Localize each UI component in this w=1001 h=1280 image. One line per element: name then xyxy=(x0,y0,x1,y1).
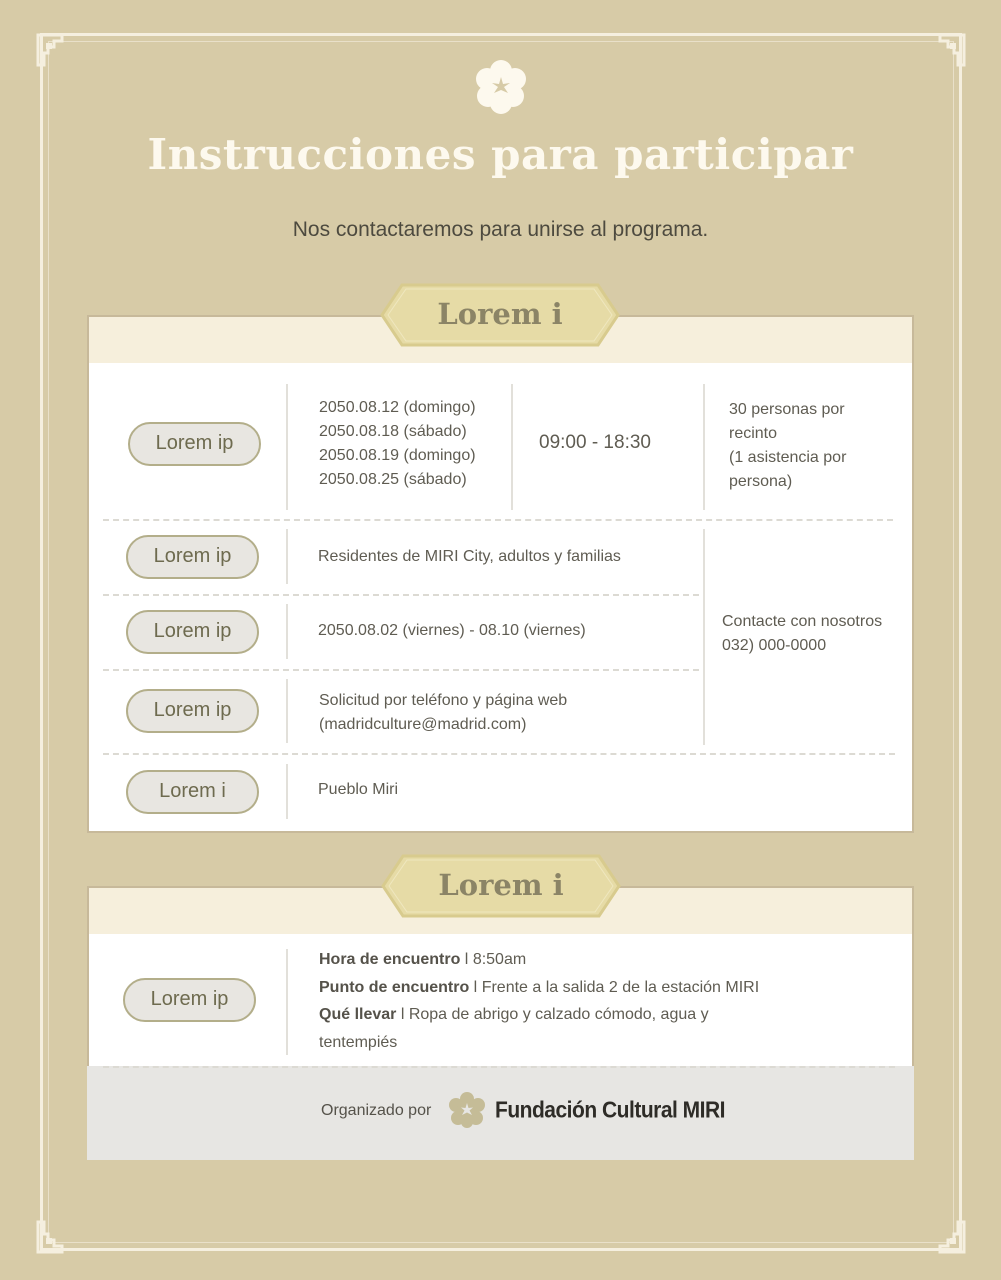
row-label-pill: Lorem ip xyxy=(126,689,259,733)
row-separator xyxy=(103,753,895,755)
divider xyxy=(286,679,288,743)
time-range: 09:00 - 18:30 xyxy=(539,432,651,453)
organizer-logo-icon xyxy=(447,1092,487,1128)
flower-logo-icon xyxy=(473,59,529,115)
row-separator xyxy=(103,519,893,521)
row-text: Residentes de MIRI City, adultos y familias xyxy=(318,548,621,565)
divider xyxy=(703,384,705,510)
row-label-pill: Lorem i xyxy=(126,770,259,814)
row-text: Solicitud por teléfono y página web (madridculture@madrid.com) xyxy=(319,692,568,733)
corner-ornament-icon xyxy=(926,33,966,73)
row-text: 2050.08.02 (viernes) - 08.10 (viernes) xyxy=(318,622,586,639)
corner-ornament-icon xyxy=(926,1214,966,1254)
organizer-label: Organizado por xyxy=(321,1102,432,1119)
page-subtitle: Nos contactaremos para unirse al programa. xyxy=(292,218,709,241)
row-label-pill: Lorem ip xyxy=(123,978,256,1022)
section-badge-label: Lorem i xyxy=(437,297,563,331)
dates-list: 2050.08.12 (domingo) 2050.08.18 (sábado) 2050.08.19 (domingo) 2050.08.25 (sábado) xyxy=(319,399,476,488)
divider xyxy=(286,384,288,510)
section-badge-label: Lorem i xyxy=(438,868,564,902)
divider xyxy=(286,604,288,659)
row-separator xyxy=(103,594,699,596)
row-label-pill: Lorem ip xyxy=(128,422,261,466)
divider xyxy=(286,764,288,819)
page-title: Instrucciones para participar xyxy=(147,130,854,179)
divider xyxy=(703,529,705,745)
organizer-name: Fundación Cultural MIRI xyxy=(495,1097,725,1124)
row-separator xyxy=(103,1066,895,1068)
row-separator xyxy=(103,669,699,671)
corner-ornament-icon xyxy=(36,1214,76,1254)
corner-ornament-icon xyxy=(36,33,76,73)
row-text: Pueblo Miri xyxy=(318,781,399,798)
row-label-pill: Lorem ip xyxy=(126,535,259,579)
capacity-info: 30 personas por recinto (1 asistencia por persona) xyxy=(729,401,847,490)
section-badge xyxy=(381,854,621,918)
row-label-pill: Lorem ip xyxy=(126,610,259,654)
divider xyxy=(511,384,513,510)
divider xyxy=(286,949,288,1055)
contact-info: Contacte con nosotros 032) 000-0000 xyxy=(722,613,883,654)
meeting-details: Hora de encuentro l 8:50am Punto de encuentro l Frente a la salida 2 de la estación MIRI Qué llevar l Ropa de abrigo y calzado cómodo, agua y tentempiés xyxy=(319,951,760,1051)
divider xyxy=(286,529,288,584)
section-badge xyxy=(380,283,620,347)
